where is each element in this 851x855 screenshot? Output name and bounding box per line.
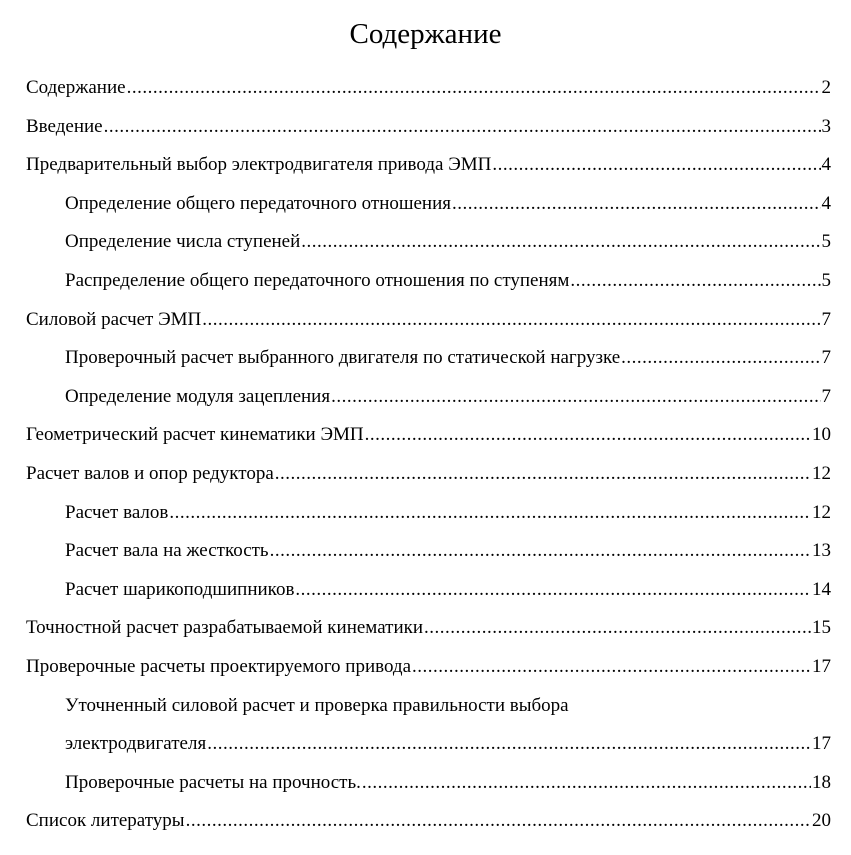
page-title: Содержание — [349, 18, 502, 50]
table-of-contents — [26, 69, 831, 841]
toc-entry-title: Определение модуля зацепления — [65, 385, 331, 407]
toc-page-number: 20 — [812, 810, 831, 832]
toc-entry[interactable] — [26, 571, 831, 610]
dot-leader — [424, 609, 811, 648]
dot-leader — [365, 416, 811, 455]
dot-leader — [301, 223, 820, 262]
toc-page-number: 2 — [821, 77, 831, 98]
toc-entry[interactable] — [26, 764, 831, 803]
dot-leader — [202, 301, 820, 340]
toc-entry[interactable] — [26, 416, 831, 455]
dot-leader — [621, 339, 820, 378]
toc-entry-title: Расчет шарикоподшипников — [65, 578, 295, 600]
toc-entry-title: Проверочные расчеты проектируемого привода — [26, 655, 412, 677]
dot-leader — [104, 108, 821, 147]
toc-entry[interactable] — [26, 494, 831, 533]
toc-page-number: 7 — [821, 347, 831, 369]
toc-page-number: 18 — [812, 771, 831, 793]
toc-entry-title-continued: электродвигателя — [65, 733, 207, 755]
toc-entry-title: Проверочные расчеты на прочность. — [65, 771, 361, 793]
dot-leader — [270, 532, 811, 571]
toc-entry-title: Введение — [26, 115, 103, 137]
toc-entry[interactable] — [26, 185, 831, 224]
toc-entry-title: Расчет валов — [65, 501, 169, 523]
toc-entry-title: Определение числа ступеней — [65, 231, 301, 253]
dot-leader — [295, 571, 811, 610]
dot-leader — [570, 262, 820, 301]
dot-leader — [207, 725, 811, 764]
toc-entry[interactable] — [26, 146, 831, 185]
toc-page-number: 12 — [812, 501, 831, 523]
toc-entry-title: Распределение общего передаточного отношения по ступеням — [65, 269, 570, 291]
toc-page-number: 17 — [812, 733, 831, 755]
toc-entry-title: Геометрический расчет кинематики ЭМП — [26, 424, 364, 446]
toc-page-number: 3 — [821, 115, 831, 137]
toc-entry-title: Уточненный силовой расчет и проверка правильности выбора — [65, 694, 569, 716]
toc-entry[interactable] — [26, 262, 831, 301]
toc-entry-title: Определение общего передаточного отношения — [65, 192, 452, 214]
toc-entry[interactable] — [26, 378, 831, 417]
toc-page-number: 12 — [812, 462, 831, 484]
toc-entry-title: Содержание — [26, 77, 126, 98]
toc-entry[interactable] — [26, 532, 831, 571]
toc-page-number: 17 — [812, 655, 831, 677]
toc-page-number: 4 — [821, 154, 831, 176]
toc-entry[interactable] — [26, 339, 831, 378]
toc-entry-title: Список литературы — [26, 810, 185, 832]
dot-leader — [169, 494, 811, 533]
dot-leader — [452, 185, 820, 224]
toc-entry-title: Расчет вала на жесткость — [65, 540, 269, 562]
dot-leader — [492, 146, 820, 185]
toc-entry[interactable] — [26, 648, 831, 687]
toc-entry[interactable] — [26, 455, 831, 494]
toc-page-number: 7 — [821, 385, 831, 407]
toc-entry[interactable] — [26, 609, 831, 648]
dot-leader — [331, 378, 820, 417]
toc-entry[interactable] — [26, 223, 831, 262]
dot-leader — [127, 69, 821, 108]
toc-entry[interactable] — [26, 108, 831, 147]
toc-page-number: 4 — [821, 192, 831, 214]
toc-entry[interactable] — [26, 687, 831, 726]
toc-page-number: 5 — [821, 231, 831, 253]
toc-page-number: 10 — [812, 424, 831, 446]
toc-page-number: 7 — [821, 308, 831, 330]
toc-entry[interactable] — [26, 725, 831, 764]
toc-entry[interactable] — [26, 69, 831, 108]
toc-page-number: 5 — [821, 269, 831, 291]
toc-entry-title: Силовой расчет ЭМП — [26, 308, 202, 330]
toc-entry-title: Проверочный расчет выбранного двигателя по статической нагрузке — [65, 347, 621, 369]
toc-page-number: 13 — [812, 540, 831, 562]
toc-page-number: 15 — [812, 617, 831, 639]
dot-leader — [275, 455, 811, 494]
toc-entry-title: Точностной расчет разрабатываемой кинематики — [26, 617, 424, 639]
toc-entry[interactable] — [26, 301, 831, 340]
dot-leader — [186, 802, 811, 841]
dot-leader — [412, 648, 811, 687]
toc-page-number: 14 — [812, 578, 831, 600]
toc-entry[interactable] — [26, 802, 831, 841]
dot-leader — [362, 764, 811, 803]
toc-entry-title: Расчет валов и опор редуктора — [26, 462, 274, 484]
toc-entry-title: Предварительный выбор электродвигателя привода ЭМП — [26, 154, 492, 176]
